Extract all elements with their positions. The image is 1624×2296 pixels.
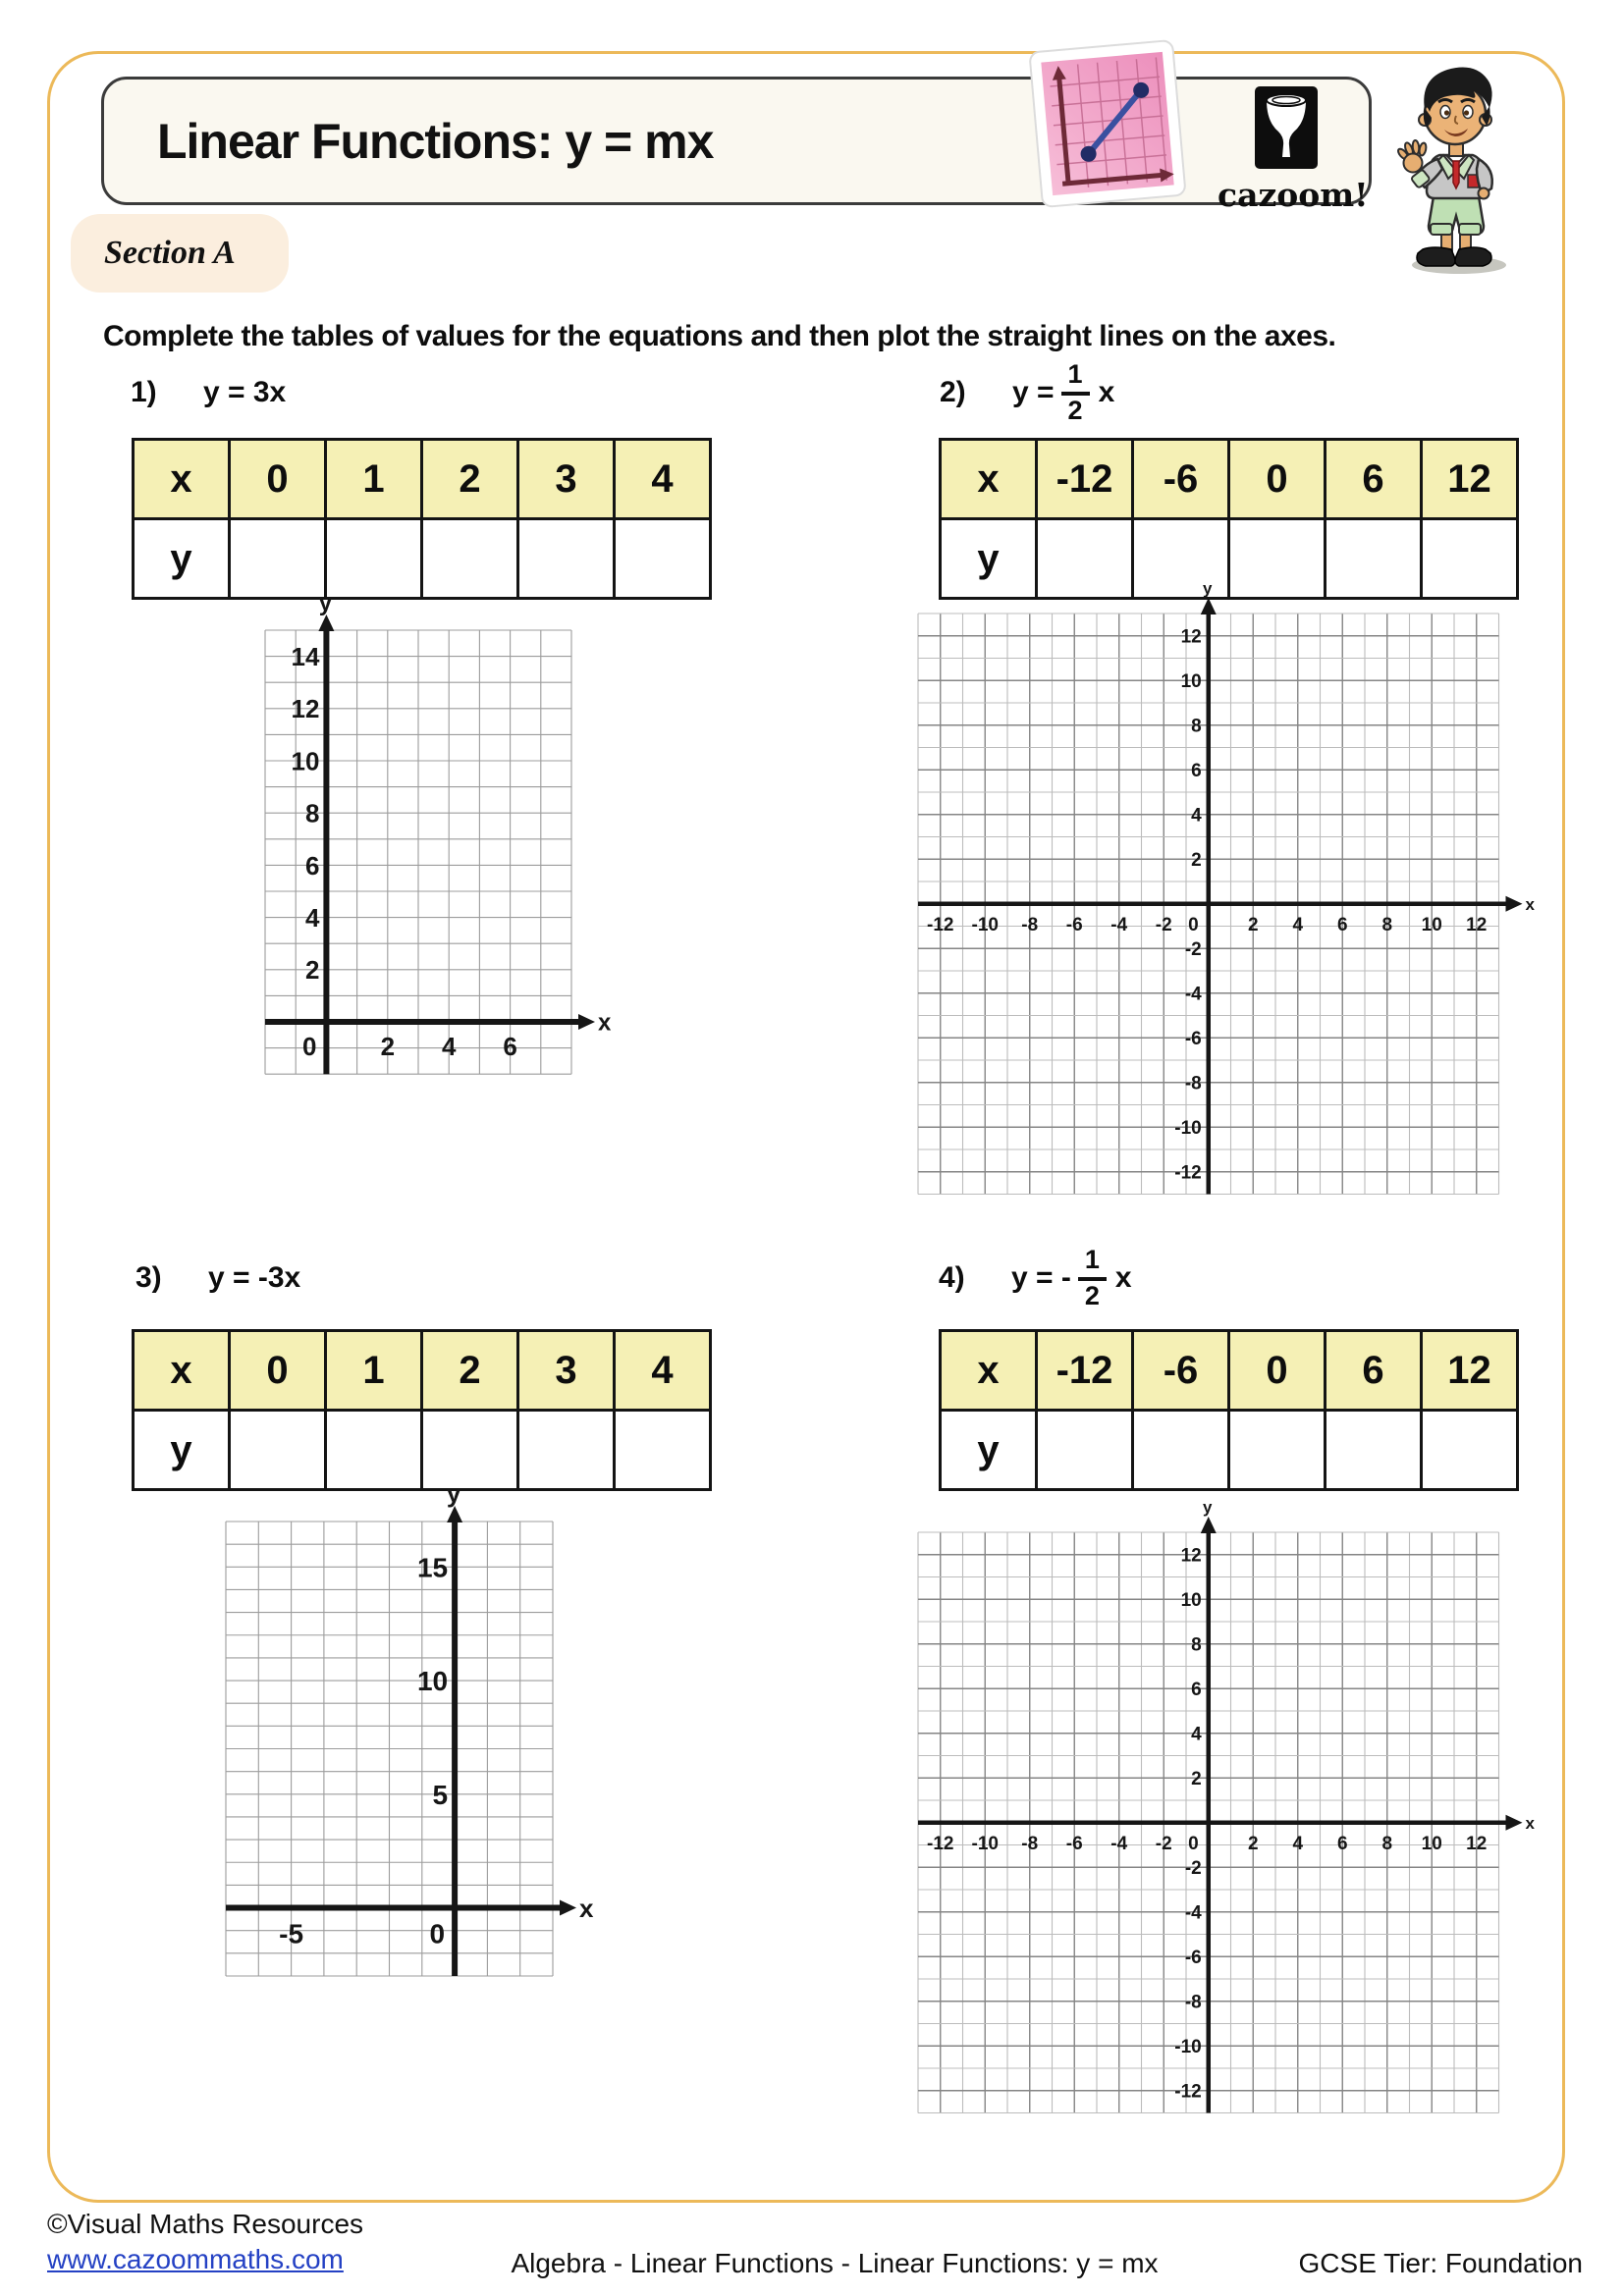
y-row-label: y xyxy=(941,519,1037,599)
problem-equation: y = -3x xyxy=(208,1261,301,1294)
svg-text:x: x xyxy=(597,1009,612,1037)
answer-cell[interactable] xyxy=(230,1411,326,1490)
svg-text:2: 2 xyxy=(380,1031,396,1061)
x-value: 12 xyxy=(1422,1331,1518,1411)
copyright-text: ©Visual Maths Resources xyxy=(47,2209,364,2239)
svg-text:x: x xyxy=(1525,894,1535,914)
x-value: -12 xyxy=(1037,1331,1133,1411)
svg-text:12: 12 xyxy=(1180,1545,1202,1567)
svg-text:-2: -2 xyxy=(1184,1858,1202,1880)
svg-text:-10: -10 xyxy=(971,1833,999,1854)
svg-text:15: 15 xyxy=(416,1552,449,1583)
svg-text:0: 0 xyxy=(301,1031,317,1061)
x-value: 4 xyxy=(615,440,711,519)
svg-text:10: 10 xyxy=(416,1666,449,1697)
answer-cell[interactable] xyxy=(326,1411,422,1490)
values-table-1 xyxy=(132,438,712,600)
x-value: 12 xyxy=(1422,440,1518,519)
svg-text:-6: -6 xyxy=(1065,914,1083,935)
answer-cell[interactable] xyxy=(1037,1411,1133,1490)
svg-text:12: 12 xyxy=(1466,1833,1488,1854)
instructions-text: Complete the tables of values for the equations and then plot the straight lines on the axes. xyxy=(103,320,1336,352)
x-value: 6 xyxy=(1326,440,1422,519)
graph-card-icon xyxy=(1027,38,1188,209)
svg-text:-2: -2 xyxy=(1184,939,1202,961)
svg-text:12: 12 xyxy=(291,694,320,724)
answer-cell[interactable] xyxy=(518,519,615,599)
y-row-label: y xyxy=(941,1411,1037,1490)
svg-text:2: 2 xyxy=(304,955,320,986)
fraction: $\frac{1}{2}$ xyxy=(1078,1247,1107,1309)
svg-text:-12: -12 xyxy=(1174,1162,1202,1184)
x-value: 0 xyxy=(230,1331,326,1411)
problem-equation: y = 3x xyxy=(203,376,287,408)
svg-text:6: 6 xyxy=(1336,914,1348,935)
x-value: -12 xyxy=(1037,440,1133,519)
svg-text:6: 6 xyxy=(304,850,320,881)
svg-text:-8: -8 xyxy=(1184,1992,1202,2013)
svg-text:-12: -12 xyxy=(1174,2081,1202,2103)
svg-text:-8: -8 xyxy=(1021,914,1039,935)
svg-text:y: y xyxy=(1203,579,1213,598)
svg-text:6: 6 xyxy=(1336,1833,1348,1854)
svg-text:12: 12 xyxy=(1466,914,1488,935)
x-value: 2 xyxy=(422,440,518,519)
problem-number: 4) xyxy=(939,1261,965,1294)
x-value: 0 xyxy=(1229,440,1326,519)
svg-text:-4: -4 xyxy=(1184,984,1202,1005)
svg-text:6: 6 xyxy=(1191,761,1202,782)
x-row-label: x xyxy=(941,440,1037,519)
svg-text:-2: -2 xyxy=(1155,914,1172,935)
problem-equation: y = - xyxy=(1011,1261,1071,1294)
x-value: 6 xyxy=(1326,1331,1422,1411)
cazoom-drum-icon xyxy=(1255,86,1318,169)
footer-breadcrumb: Algebra - Linear Functions - Linear Functions: y = mx xyxy=(511,2248,1159,2278)
answer-cell[interactable] xyxy=(615,519,711,599)
values-table-3 xyxy=(132,1329,712,1491)
svg-text:12: 12 xyxy=(1180,626,1202,648)
svg-text:4: 4 xyxy=(1292,1833,1304,1854)
section-badge xyxy=(71,214,289,293)
svg-text:-12: -12 xyxy=(927,914,954,935)
svg-text:0: 0 xyxy=(1188,1833,1199,1854)
answer-cell[interactable] xyxy=(1133,1411,1229,1490)
svg-text:-4: -4 xyxy=(1110,1833,1128,1854)
svg-text:6: 6 xyxy=(503,1031,517,1061)
svg-text:8: 8 xyxy=(1191,716,1202,737)
coordinate-grid-1[interactable] xyxy=(265,589,613,1082)
svg-text:-10: -10 xyxy=(1174,1118,1202,1140)
answer-cell[interactable] xyxy=(615,1411,711,1490)
x-value: 2 xyxy=(422,1331,518,1411)
values-table-4 xyxy=(939,1329,1519,1491)
svg-text:4: 4 xyxy=(1191,805,1202,827)
answer-cell[interactable] xyxy=(1229,1411,1326,1490)
x-row-label: x xyxy=(134,1331,230,1411)
svg-text:8: 8 xyxy=(1381,1833,1393,1854)
section-label: Section A xyxy=(104,235,236,271)
svg-text:0: 0 xyxy=(1188,914,1199,935)
svg-text:y: y xyxy=(318,589,333,616)
x-value: 1 xyxy=(326,1331,422,1411)
svg-text:4: 4 xyxy=(1292,914,1304,935)
answer-cell[interactable] xyxy=(1422,1411,1518,1490)
mascot-boy-illustration xyxy=(1394,61,1514,275)
svg-text:2: 2 xyxy=(1191,850,1202,872)
y-row-label: y xyxy=(134,519,230,599)
svg-text:6: 6 xyxy=(1191,1680,1202,1701)
problem-equation: y = xyxy=(1012,376,1055,408)
svg-text:-5: -5 xyxy=(279,1918,304,1949)
x-row-label: x xyxy=(941,1331,1037,1411)
svg-text:2: 2 xyxy=(1191,1769,1202,1790)
svg-text:y: y xyxy=(1203,1498,1213,1517)
answer-cell[interactable] xyxy=(326,519,422,599)
svg-text:-6: -6 xyxy=(1065,1833,1083,1854)
svg-text:-10: -10 xyxy=(1174,2037,1202,2058)
svg-text:x: x xyxy=(1525,1813,1535,1833)
svg-text:10: 10 xyxy=(1180,1590,1202,1612)
svg-text:x: x xyxy=(579,1893,594,1923)
problem-3-heading xyxy=(135,1247,300,1309)
x-value: -6 xyxy=(1133,1331,1229,1411)
x-value: 1 xyxy=(326,440,422,519)
problem-4-heading: 4) y = - $\frac{1}{2}$ x xyxy=(939,1244,1132,1310)
cazoom-logo-text: cazoom! xyxy=(1218,176,1369,214)
svg-text:-6: -6 xyxy=(1184,1948,1202,1969)
svg-text:10: 10 xyxy=(1421,1833,1442,1854)
values-table-2 xyxy=(939,438,1519,600)
website-link[interactable]: www.cazoommaths.com xyxy=(47,2244,344,2274)
y-row-label: y xyxy=(134,1411,230,1490)
svg-text:2: 2 xyxy=(1247,1833,1259,1854)
x-value: 3 xyxy=(518,1331,615,1411)
svg-text:-12: -12 xyxy=(927,1833,954,1854)
svg-text:-2: -2 xyxy=(1155,1833,1172,1854)
svg-text:4: 4 xyxy=(441,1031,457,1061)
answer-cell[interactable] xyxy=(230,519,326,599)
svg-text:-8: -8 xyxy=(1021,1833,1039,1854)
svg-text:y: y xyxy=(446,1478,461,1508)
coordinate-grid-4[interactable] xyxy=(918,1498,1541,2121)
problem-number: 1) xyxy=(131,376,157,408)
answer-cell[interactable] xyxy=(422,519,518,599)
problem-number: 3) xyxy=(135,1261,162,1294)
coordinate-grid-2[interactable] xyxy=(918,579,1541,1202)
svg-text:-6: -6 xyxy=(1184,1029,1202,1050)
footer-left xyxy=(47,2207,363,2277)
svg-text:10: 10 xyxy=(291,746,320,776)
page-title: Linear Functions: y = mx xyxy=(157,113,714,169)
svg-text:4: 4 xyxy=(1191,1724,1202,1745)
svg-text:10: 10 xyxy=(1421,914,1442,935)
svg-text:2: 2 xyxy=(1247,914,1259,935)
answer-cell[interactable] xyxy=(422,1411,518,1490)
svg-text:5: 5 xyxy=(432,1779,449,1810)
svg-text:10: 10 xyxy=(1180,671,1202,693)
problem-2-heading: 2) y = $\frac{1}{2}$ x xyxy=(940,358,1115,425)
svg-text:0: 0 xyxy=(429,1918,446,1949)
answer-cell[interactable] xyxy=(518,1411,615,1490)
x-value: 0 xyxy=(1229,1331,1326,1411)
svg-text:4: 4 xyxy=(304,902,320,933)
footer-tier: GCSE Tier: Foundation xyxy=(1298,2248,1583,2278)
x-value: 3 xyxy=(518,440,615,519)
svg-text:14: 14 xyxy=(291,641,320,671)
svg-text:8: 8 xyxy=(304,798,320,828)
problem-1-heading xyxy=(131,361,286,424)
answer-cell[interactable] xyxy=(1326,1411,1422,1490)
svg-text:-4: -4 xyxy=(1184,1902,1202,1924)
problem-number: 2) xyxy=(940,376,966,408)
svg-text:-4: -4 xyxy=(1110,914,1128,935)
svg-text:8: 8 xyxy=(1191,1634,1202,1656)
x-value: 0 xyxy=(230,440,326,519)
svg-text:8: 8 xyxy=(1381,914,1393,935)
coordinate-grid-3[interactable] xyxy=(226,1478,594,1984)
svg-text:-10: -10 xyxy=(971,914,999,935)
cazoom-logo xyxy=(1218,86,1369,214)
svg-text:-8: -8 xyxy=(1184,1073,1202,1095)
fraction: $\frac{1}{2}$ xyxy=(1061,361,1090,424)
x-value: 4 xyxy=(615,1331,711,1411)
x-row-label: x xyxy=(134,440,230,519)
x-value: -6 xyxy=(1133,440,1229,519)
